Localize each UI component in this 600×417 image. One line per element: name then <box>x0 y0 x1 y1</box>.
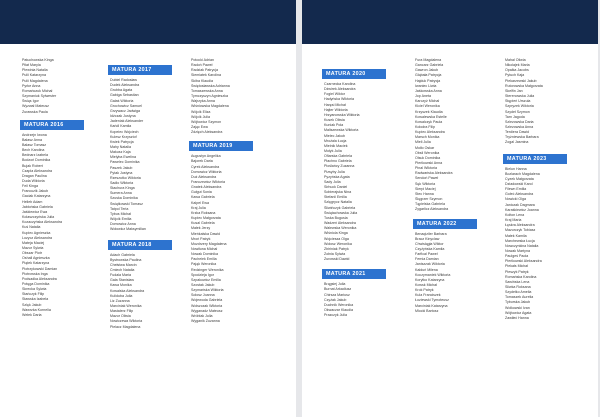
name-entry: Szpakowicz Emilia <box>191 277 221 282</box>
name-entry: Sołosz Joanna <box>191 293 215 298</box>
name-entry: Dziadowski Karol <box>505 182 533 186</box>
name-entry: Świątachowska Julia <box>324 210 358 215</box>
name-entry: Pielacz Magdalena <box>110 324 141 329</box>
name-entry: Kuliduba Julia <box>110 293 133 298</box>
name-entry: Sirhuck Daniel <box>324 185 348 189</box>
name-entry: Skelfin Jan <box>505 88 523 93</box>
name-entry: Pizsyby Julia <box>324 169 345 174</box>
name-entry: Kołodra Filip <box>415 124 435 129</box>
name-entry: Jaśkowska Anna <box>415 88 442 93</box>
name-entry: Kupiec Agnieszka <box>22 230 51 235</box>
name-entry: Kusek Oliwia <box>324 118 345 123</box>
name-entry: Wójcik Eliza <box>191 109 211 114</box>
year-heading: MATURA 2020 <box>322 69 386 79</box>
name-entry: Mieli Julia <box>415 140 431 145</box>
name-entry: Płachno Gabriela <box>324 159 352 164</box>
name-entry: Radziak Patrycja <box>191 68 218 73</box>
name-entry: Duchnik Weronika <box>324 302 354 307</box>
name-entry: Mahy Natalia <box>110 144 131 149</box>
name-entry: Kuniak Pola <box>324 123 344 128</box>
name-entry: Sadło Wiktoria <box>110 181 134 185</box>
name-entry: Kalpel Ewa <box>191 200 209 205</box>
name-entry: Plewinia Natalia <box>22 68 48 73</box>
name-entry: Janiszzak Wiktoria <box>415 262 445 267</box>
name-entry: Romańczuk Michał <box>22 88 53 93</box>
name-entry: Mroń Patryk <box>191 236 211 241</box>
name-entry: Kupiec Małgorzata <box>191 216 221 221</box>
name-entry: Bednarz Izabela <box>22 153 48 158</box>
name-entry: Bielun Hanna <box>505 166 527 171</box>
name-entry: Szymańska Wiktoria <box>191 288 224 293</box>
name-entry: Piątek Katarzyna <box>22 261 50 266</box>
name-entry: Gała Stanisław <box>110 278 134 283</box>
year-heading: MATURA 2017 <box>108 65 172 75</box>
name-entry: Fudala Maria <box>110 273 131 278</box>
name-entry: Pieszyk Patryk <box>505 269 529 274</box>
name-entry: Tryżniewska Barbara <box>505 135 539 140</box>
name-entry: Marciniak Weronika <box>110 304 142 308</box>
name-entry: Marchewska Łucja <box>505 238 535 243</box>
name-entry: Bajorek Daria <box>191 159 213 164</box>
name-entry: Farfical Paweł <box>415 252 438 257</box>
name-entry: Gawron Jakub <box>415 68 439 73</box>
name-entry: Kawa Gabriela <box>191 195 215 200</box>
name-entry: Paszek Jakub <box>110 165 133 170</box>
name-entry: Mrożala Łucja <box>324 138 347 143</box>
name-entry: Kałduń Milena <box>415 267 438 272</box>
name-entry: Mielec Jakub <box>324 133 345 138</box>
name-entry: Hajter Wiktoria <box>324 107 348 112</box>
name-entry: Mastalerz Filip <box>110 309 134 314</box>
year-heading: MATURA 2019 <box>189 141 253 151</box>
name-entry: Żołnia Sylwia <box>324 251 346 256</box>
name-entry: Pyzyńska Agata <box>324 174 350 179</box>
name-entry: Zając Ewa <box>191 124 208 129</box>
name-entry: Skiba Klaudia <box>191 78 213 83</box>
name-entry: Obszar Piotr <box>22 251 42 256</box>
name-entry: Tomaszek Aurelia <box>505 295 534 300</box>
name-entry: Radoń Paweł <box>191 63 213 68</box>
name-entry: Czapla Aleksandra <box>22 168 52 173</box>
name-entry: Pieńkowski Anna <box>415 161 443 165</box>
name-entry: Stępień Urszula <box>505 99 531 104</box>
name-entry: Nowiczewa Wiktoria <box>110 319 143 324</box>
name-entry: Karaśkiewicz Joanna <box>505 207 539 212</box>
name-entry: Czyżyńska Kamila <box>415 246 445 251</box>
name-entry: Cyrek Aleksandra <box>191 164 220 169</box>
name-entry: Iwaniec Liwia <box>415 83 437 88</box>
name-entry: Janiczak Dagmara <box>505 202 535 207</box>
name-entry: Chełstwa Marcin <box>110 262 137 267</box>
name-entry: Małek Jerzy <box>191 226 211 231</box>
name-entry: Pacheiek Emilia <box>191 257 217 262</box>
name-entry: Kwiek Patrycja <box>110 139 134 144</box>
name-entry: Żurowski Dawid <box>324 257 350 262</box>
year-heading: MATURA 2021 <box>322 269 386 279</box>
name-entry: Cyzek Małgorzata <box>505 176 534 181</box>
name-entry: Szostak Jakub <box>191 283 215 287</box>
name-entry: Filewn Emilia <box>505 187 527 192</box>
name-entry: Wadzeń Aleksandra <box>324 221 356 226</box>
name-entry: Mazurczyk Tobiasz <box>505 228 536 233</box>
name-entry: Wajrzyka Anna <box>191 99 215 104</box>
name-entry: Duź Aleksandra <box>191 174 217 179</box>
name-entry: Kusal Gabriela <box>191 221 215 226</box>
name-entry: Kulesz Krzysztof <box>110 134 137 139</box>
name-entry: Nowak Martyna <box>505 248 530 253</box>
name-entry: Benaqiziler Barbara <box>415 231 447 236</box>
name-entry: Obsil Weronika <box>415 150 440 155</box>
name-entry: Terdiera Dawid <box>505 130 529 135</box>
name-entry: Tarn Jagoda <box>505 114 525 119</box>
name-entry: Kraj Julia <box>191 205 206 210</box>
name-entry: Andrzejn Iwona <box>22 132 47 137</box>
name-entry: Fernia Damian <box>415 257 439 262</box>
name-entry: Kowsk Michał <box>415 283 437 287</box>
name-entry: Grzywacz Jadwiga <box>110 108 140 113</box>
name-entry: Wróblak Julia <box>191 313 213 318</box>
name-entry: Sterenowska Julia <box>505 94 535 99</box>
name-entry: Hadyńska Wiktoria <box>324 97 354 102</box>
name-entry: Jadeniak Aleksander <box>110 119 144 124</box>
name-entry: Wojewoda Gabriela <box>191 298 223 303</box>
name-entry: Sawińska Lena <box>505 279 530 284</box>
name-entry: Stachura Kinga <box>110 186 135 191</box>
name-entry: Opałka Jacobs <box>505 68 529 73</box>
name-entry: Szlęk Jakub <box>22 302 42 307</box>
right-page <box>302 0 598 417</box>
name-entry: Nowicki Olga <box>505 197 526 202</box>
year-heading: MATURA 2016 <box>20 120 84 130</box>
name-entry: Szuska Dominika <box>110 196 138 201</box>
name-entry: Pytak Justyna <box>110 170 133 175</box>
name-entry: Gałaś Wiktoria <box>110 98 134 103</box>
name-entry: Hajduk Patrycja <box>415 78 441 83</box>
name-entry: Potocki Adrian <box>191 58 214 62</box>
left-page <box>0 0 296 417</box>
name-entry: Kiciel Weronika <box>415 104 440 109</box>
name-entry: Krok Patryk <box>415 288 434 293</box>
name-entry: Pieńkowski Aleksandra <box>505 259 542 264</box>
name-entry: Szydeł Szymon <box>505 109 530 114</box>
name-entry: Adach Gabriela <box>110 252 135 257</box>
name-entry: Szlęgrycz Natalia <box>324 200 352 205</box>
name-entry: Franczewicz Wiktoria <box>191 180 225 184</box>
name-entry: Grubba Agata <box>110 88 133 93</box>
name-entry: Jaśkiewicz Ewa <box>22 209 48 214</box>
name-entry: Szlezowska Anna <box>505 124 534 129</box>
name-entry: Helleb Adam <box>22 199 43 204</box>
name-entry: Mahal Oliwia <box>505 58 526 62</box>
name-entry: Nowak Dominika <box>191 252 218 257</box>
name-entry: Łoziewski Tymoteusz <box>415 298 449 303</box>
name-entry: Żogal Jasmina <box>505 140 529 145</box>
name-entry: Szydełko Amelia <box>505 290 532 295</box>
name-entry: Małek Kamila <box>505 233 527 238</box>
name-entry: Sliwka Roksana <box>505 285 531 289</box>
name-entry: Pająk Weronika <box>191 262 217 267</box>
name-entry: Wiśniola Kinga <box>324 231 348 236</box>
name-entry: Pytuch Kaja <box>505 73 525 78</box>
name-entry: Kawa Monika <box>110 283 132 288</box>
name-entry: Pioślańcy Zuzanna <box>324 164 355 169</box>
name-entry: Krzyszek Klaudia <box>415 109 443 114</box>
name-entry: Romańska Karolina <box>505 274 537 279</box>
name-entry: Bystrowska Paulina <box>110 257 142 262</box>
name-entry: Żurawska Paula <box>22 109 48 114</box>
name-entry: Mazur Sylwia <box>22 245 44 250</box>
year-heading: MATURA 2022 <box>413 219 477 229</box>
name-entry: Śliwińczyk Gabriela <box>324 205 356 210</box>
name-entry: Kolaszczyńska Julia <box>22 215 55 220</box>
name-entry: Czyżak Jakub <box>324 297 347 302</box>
name-entry: Tyburska Jakub <box>505 300 531 305</box>
name-entry: Sierpi Maciej <box>415 186 436 191</box>
name-entry: Haręsi Michał <box>324 102 346 107</box>
name-entry: Wyganadz Mateusz <box>191 308 223 313</box>
name-entry: Pinal Wiktoria <box>415 166 437 171</box>
name-entry: Feil Kinga <box>22 184 38 189</box>
name-entry: Kańdl Kamila <box>110 124 132 129</box>
name-entry: Kuś Natalia <box>22 225 41 230</box>
name-entry: Wójcik Julia <box>191 114 210 119</box>
right-page-header-band <box>302 0 598 44</box>
name-entry: Sady Julia <box>324 179 341 184</box>
name-entry: Makusz Kaja <box>110 150 131 155</box>
name-entry: Dubiel Radosław <box>110 78 137 82</box>
name-entry: Ćmiech Natalia <box>110 267 135 272</box>
name-entry: Rzeszutko Wiktoria <box>110 175 141 180</box>
name-entry: Maliszewska Wiktoria <box>324 128 359 133</box>
name-entry: Brągsiej Julia <box>324 282 346 287</box>
name-entry: Gaciak Katarzyna <box>22 194 51 199</box>
name-entry: Domowicz Anna <box>110 222 136 227</box>
name-entry: Marsch Monika <box>415 135 440 140</box>
name-entry: Chirsza Mariusz <box>324 292 350 297</box>
name-entry: Nowiłuna Michał <box>191 246 218 251</box>
name-entry: Nikolajek Maria <box>505 63 530 68</box>
name-entry: Bodzoń Dominika <box>22 158 51 163</box>
name-entry: Stec Hanna <box>415 191 434 196</box>
name-entry: Wolszczak Wiktoria <box>191 303 223 308</box>
name-entry: Paulgeś Paola <box>505 254 529 259</box>
name-entry: Pyrke Anna <box>22 83 41 88</box>
name-entry: Redzinger Weronika <box>191 267 224 272</box>
name-entry: Szymaniuk Sylwester <box>22 94 57 99</box>
name-entry: Oshall Agnieszka <box>22 256 50 261</box>
name-entry: Kowalczyk Paula <box>415 119 443 124</box>
name-entry: Fura Magdalena <box>415 58 442 62</box>
name-entry: Bałasz Tomasz <box>22 142 47 147</box>
name-entry: Zawiłeć Hanna <box>505 315 529 320</box>
name-entry: Sęk Wiktoria <box>415 181 436 186</box>
name-entry: Sendoń Paweł <box>415 176 439 181</box>
name-entry: Piotrowska Inga <box>22 271 48 276</box>
name-entry: Kula Franciszek <box>415 293 441 298</box>
name-entry: Lozycz Aleksandra <box>22 235 52 240</box>
name-entry: Zygarlicz Aleksandra <box>415 207 449 212</box>
name-entry: Gnatek Aleksandra <box>191 185 222 190</box>
name-entry: Mozdrzery Magdalena <box>191 241 227 246</box>
name-entry: Krzka Roksana <box>191 210 216 215</box>
name-entry: Wolkowski Ivan <box>505 305 530 310</box>
name-entry: Piekarzewski Jakub <box>505 78 537 83</box>
name-entry: Tąpielska Gabriela <box>415 202 445 207</box>
name-entry: Tomaszewska Anna <box>191 88 223 93</box>
name-entry: Świętosławska Adrianna <box>191 83 230 88</box>
name-entry: Karczyż Michał <box>415 99 440 104</box>
name-entry: Francuzik Jakub <box>22 189 49 194</box>
name-entry: Ofiarska Gabriela <box>324 154 352 159</box>
name-entry: Gułgut Sonia <box>191 190 212 195</box>
name-entry: Stawska Izabela <box>22 297 49 302</box>
name-entry: Augustyn Angelika <box>191 154 221 159</box>
year-heading: MATURA 2018 <box>108 240 172 250</box>
name-entry: Domowicz Wiktoria <box>191 169 222 174</box>
name-entry: Skrecka Sylwia <box>22 287 47 292</box>
name-entry: Idźczak Justyna <box>110 114 136 119</box>
name-entry: Pulii Katarzyna <box>22 73 46 78</box>
name-entry: Jabłońska Gabriela <box>22 204 53 209</box>
name-entry: Szlezowska Daria <box>505 119 534 124</box>
name-entry: Czarnecka Karolina <box>324 82 356 86</box>
name-entry: Ślęgrzer Szymon <box>415 197 443 202</box>
name-entry: Wełek Daria <box>22 312 42 317</box>
name-entry: Tuska Bugusia <box>324 215 348 220</box>
name-entry: Mołyk Julia <box>324 148 342 153</box>
name-entry: Gołeć Aleksandra <box>505 192 534 197</box>
name-entry: Głąbała Patrycja <box>415 73 442 78</box>
name-entry: Bracz Kinyclaw <box>415 236 440 241</box>
name-entry: Kozaczyńska Aleksandra <box>22 220 62 225</box>
name-entry: Stańczyk Filip <box>22 292 45 297</box>
name-entry: Piekałs Michał <box>505 264 528 269</box>
name-entry: Szpryzek Wiktoria <box>505 104 534 109</box>
left-page-header-band <box>0 0 296 44</box>
name-entry: Łęskra Aleksandra <box>505 223 535 228</box>
name-entry: Kraj Maria <box>505 218 522 223</box>
name-entry: Bałasz Anna <box>22 137 42 142</box>
name-entry: Gancarz Gabriela <box>415 63 444 68</box>
name-entry: Kołton Lena <box>505 212 525 217</box>
name-entry: Sumera Anna <box>110 191 132 196</box>
name-entry: Wójtowicz Szymon <box>191 119 222 124</box>
name-entry: Wójcik Emilia <box>110 217 132 222</box>
name-entry: Koczymaniek Wiktoria <box>415 272 451 277</box>
name-entry: Mielnik Maciek <box>324 143 348 148</box>
name-entry: Bech Karolina <box>22 148 45 153</box>
name-entry: Dudek Aleksandra <box>110 83 140 88</box>
name-entry: Nowczynkina Natalia <box>505 243 539 248</box>
name-entry: Korytko Katarzyna <box>415 277 445 282</box>
name-entry: Mateja Maciej <box>22 240 45 245</box>
name-entry: Świątkowski Tomasz <box>110 201 143 206</box>
name-entry: Bujak Robert <box>22 163 43 168</box>
name-entry: Kupiec Aleksandra <box>415 130 445 135</box>
name-entry: Wyzwał Mateusz <box>22 104 49 109</box>
name-entry: Mołło Oskar <box>415 145 435 150</box>
name-entry: Rutorowska Małgorzata <box>505 83 543 88</box>
name-entry: Kopeiec Wojciech <box>110 129 139 134</box>
name-entry: Wójtowicz Agata <box>505 310 532 315</box>
name-entry: Liz Zuzanna <box>110 298 130 303</box>
name-entry: Gabiga Sebastian <box>110 93 139 98</box>
name-entry: Wawrzka Kornelia <box>22 307 51 312</box>
name-entry: Siemiatek Karolina <box>191 73 221 78</box>
name-entry: Prazczyk Julia <box>324 313 347 318</box>
name-entry: Piotrzykowski Damian <box>22 266 58 271</box>
name-entry: Dragan Paulina <box>22 173 47 178</box>
name-entry: Pawelec Dominika <box>110 160 140 165</box>
name-entry: Wołowicz Maksymilian <box>110 227 146 232</box>
name-entry: Walewska Weronika <box>324 226 357 231</box>
name-entry: Mlocki Bartosz <box>415 308 439 313</box>
name-entry: Wołosz Weronika <box>324 241 352 246</box>
name-entry: Kowalska Aleksandra <box>110 288 145 293</box>
name-entry: Fogiel Wiktor <box>324 92 345 97</box>
name-entry: Tatpol Teria <box>110 206 129 211</box>
name-entry: Patuchowska Kinga <box>22 58 54 62</box>
name-entry: Okwaczar Klaudia <box>324 308 353 312</box>
name-entry: Mieńkalska Dawid <box>191 231 220 236</box>
name-entry: Mielyba Ewelina <box>110 155 136 160</box>
name-entry: Jop Aneta <box>415 94 431 99</box>
name-entry: Grochowicz Samuel <box>110 103 142 108</box>
name-entry: Zdzięch Aleksandra <box>191 130 223 135</box>
year-heading: MATURA 2023 <box>503 154 567 164</box>
name-entry: Chwisłągła Wiktor <box>415 241 444 246</box>
name-entry: Spodzieja Igor <box>191 272 214 277</box>
name-entry: Bozlarach Magdalena <box>505 171 540 176</box>
name-entry: Burnat Arkadiusz <box>324 287 352 292</box>
name-entry: Mazur Oliwia <box>110 314 131 319</box>
name-entry: Pulii Magdalena <box>22 78 48 83</box>
name-entry: Marciniak Katarzyna <box>415 303 448 308</box>
name-entry: Wiśniowska Magdalena <box>191 104 229 109</box>
name-entry: Wojciesza Olga <box>324 236 349 241</box>
name-entry: Radwańska Aleksandra <box>415 171 453 176</box>
name-entry: Zbiriniak Patryk <box>324 246 349 251</box>
name-entry: Potęga Dominika <box>22 282 50 286</box>
name-entry: Dżwirek Aleksandra <box>324 87 356 92</box>
name-entry: Stefanii Emilia <box>324 195 347 200</box>
name-entry: Wyganik Zuzanna <box>191 319 220 324</box>
name-entry: Sobierajska Nina <box>324 190 352 195</box>
name-entry: Podsadka Aleksandra <box>22 276 57 281</box>
name-entry: Piłat Maryla <box>22 63 41 68</box>
name-entry: Hrzyanowska Wiktoria <box>324 112 360 117</box>
name-entry: Kowalewska Estelle <box>415 114 447 119</box>
name-entry: Tybus Michał <box>110 211 131 216</box>
name-entry: Świąs Igor <box>22 99 39 104</box>
name-entry: Duda Wiktoria <box>22 179 45 183</box>
name-entry: Tymczyszyn Agnieszka <box>191 94 228 99</box>
name-entry: Olsuk Dominika <box>415 155 441 160</box>
